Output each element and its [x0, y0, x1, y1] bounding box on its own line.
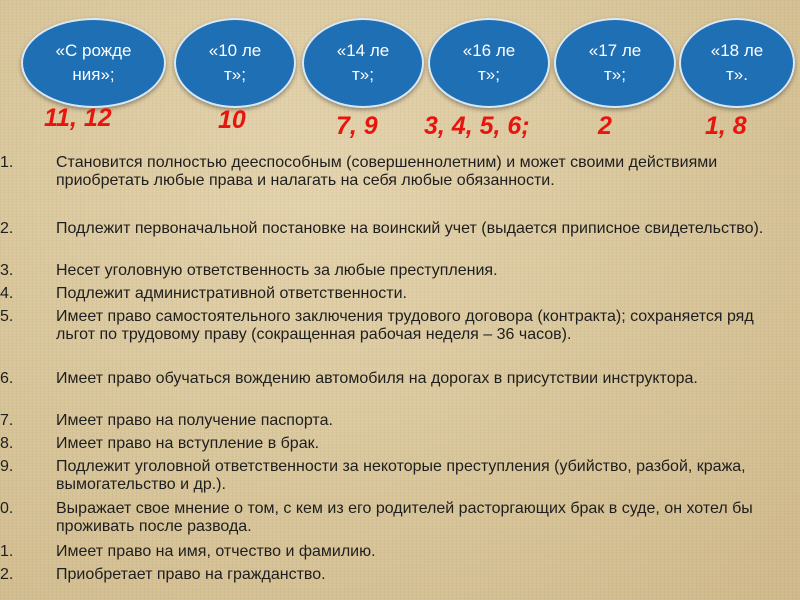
answer-17: 2: [598, 112, 612, 140]
item-number: 6.: [0, 370, 14, 387]
item-number: 9.: [0, 458, 14, 475]
item-number: 5.: [0, 308, 14, 325]
item-text: Подлежит уголовной ответственности за некоторые преступления (убийство, разбой, кража, вымогательство и др.).: [56, 458, 746, 493]
answer-18: 1, 8: [705, 112, 747, 140]
item-text: Имеет право на получение паспорта.: [56, 412, 333, 429]
item-text: Имеет право самостоятельного заключения трудового договора (контракта); сохраняется ряд льгот по трудовому праву (сокращенная рабочая неделя – 36 часов).: [56, 308, 754, 343]
list-item: [0, 435, 790, 455]
item-text: Имеет право обучаться вождению автомобиля на дорогах в присутствии инструктора.: [56, 370, 698, 387]
list-item: [0, 308, 790, 364]
age-ellipse-16: [428, 18, 550, 108]
item-text: Подлежит первоначальной постановке на воинский учет (выдается приписное свидетельство).: [56, 220, 764, 237]
item-text: Становится полностью дееспособным (совершеннолетним) и может своими действиями приобретать любые права и налагать на себя любые обязанности.: [56, 154, 718, 189]
age-ellipse-18: [679, 18, 795, 108]
item-text: Имеет право на вступление в брак.: [56, 435, 320, 452]
item-number: 2.: [0, 220, 14, 237]
item-number: 4.: [0, 285, 14, 302]
age-label: «17 лет»;: [588, 41, 642, 84]
age-ellipse-birth: [21, 18, 166, 108]
item-text: Имеет право на имя, отчество и фамилию.: [56, 543, 376, 560]
list-item: [0, 285, 790, 305]
item-number: 1.: [0, 543, 14, 560]
item-text: Приобретает право на гражданство.: [56, 566, 326, 583]
list-item: [0, 412, 790, 432]
list-item: [0, 154, 790, 210]
item-number: 2.: [0, 566, 14, 583]
item-number: 7.: [0, 412, 14, 429]
answer-birth: 11, 12: [44, 104, 112, 132]
age-label: «16 лет»;: [462, 41, 516, 84]
age-label: «С рождения»;: [55, 41, 132, 84]
list-item: [0, 262, 790, 282]
list-item: [0, 566, 790, 586]
list-item: [0, 543, 790, 563]
answer-14: 7, 9: [336, 112, 378, 140]
list-item: [0, 370, 790, 408]
age-ellipse-10: [174, 18, 296, 108]
list-item: [0, 500, 790, 538]
age-ellipse-14: [302, 18, 424, 108]
answer-16: 3, 4, 5, 6;: [424, 112, 530, 140]
answer-10: 10: [218, 106, 246, 134]
list-item: [0, 220, 790, 258]
item-number: 8.: [0, 435, 14, 452]
age-label: «18 лет».: [710, 41, 764, 84]
age-label: «14 лет»;: [336, 41, 390, 84]
item-number: 1.: [0, 154, 14, 171]
item-text: Подлежит административной ответственности.: [56, 285, 407, 302]
list-item: [0, 458, 790, 496]
item-number: 3.: [0, 262, 14, 279]
item-text: Выражает свое мнение о том, с кем из его родителей расторгающих брак в суде, он хотел бы проживать после развода.: [56, 500, 753, 535]
age-ellipse-17: [554, 18, 676, 108]
item-text: Несет уголовную ответственность за любые преступления.: [56, 262, 498, 279]
age-label: «10 лет»;: [208, 41, 262, 84]
item-number: 0.: [0, 500, 14, 517]
